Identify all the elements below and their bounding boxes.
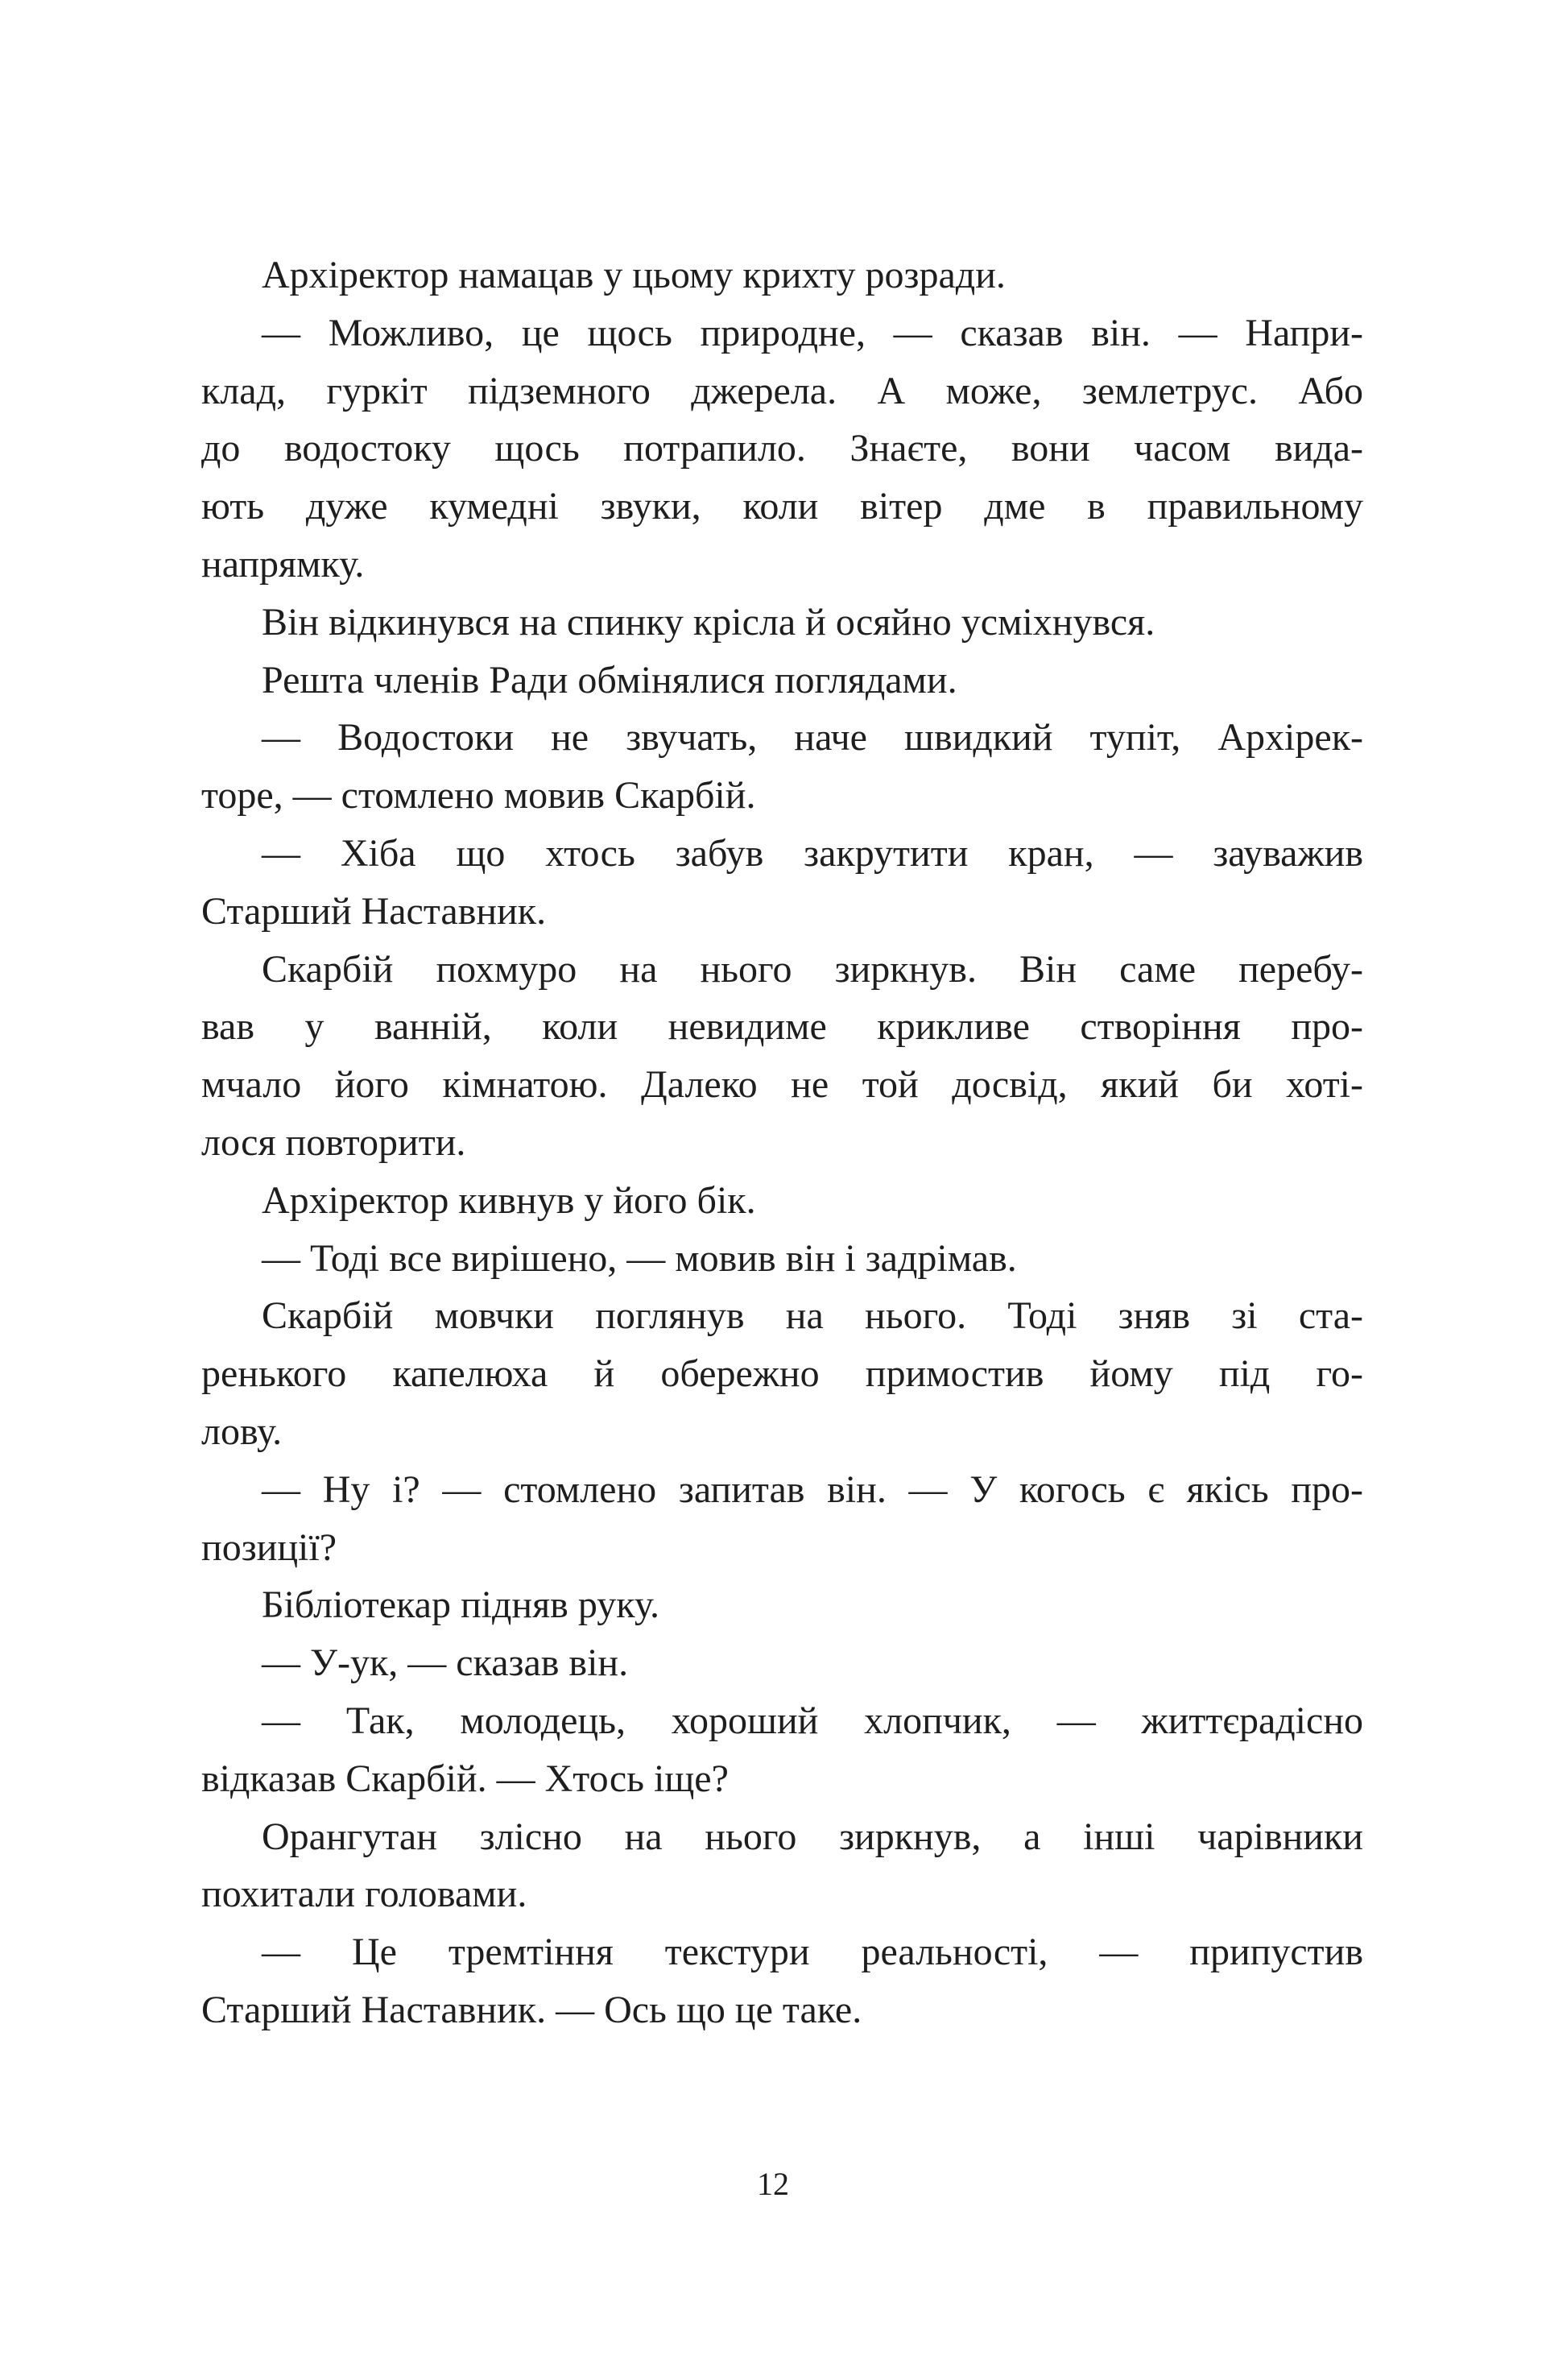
text-line: — Ну і? — стомлено запитав він. — У когось є якісь про- (262, 1467, 1363, 1511)
text-line: лову. (201, 1409, 283, 1453)
text-line: Скарбій похмуро на нього зиркнув. Він саме перебу- (262, 947, 1363, 991)
text-line: Орангутан злісно на нього зиркнув, а інші чарівники (262, 1815, 1363, 1858)
text-line: вав у ванній, коли невидиме крикливе створіння про- (201, 1005, 1363, 1049)
text-line: — Так, молодець, хороший хлопчик, — життєрадісно (262, 1699, 1363, 1742)
text-line: торе, — стомлено мовив Скарбій. (201, 774, 756, 817)
text-line: Бібліотекар підняв руку. (262, 1583, 660, 1627)
text-line: мчало його кімнатою. Далеко не той досвід, який би хоті- (201, 1063, 1363, 1107)
text-line: — Водостоки не звучать, наче швидкий тупіт, Архірек- (262, 716, 1363, 760)
text-line: — Тоді все вирішено, — мовив він і задрімав. (262, 1236, 1017, 1280)
text-line: — Можливо, це щось природне, — сказав він. — Напри- (262, 311, 1363, 354)
text-line: Архіректор намацав у цьому крихту розради. (262, 254, 1006, 296)
text-line: лося повторити. (201, 1120, 466, 1164)
text-line: Старший Наставник. (201, 889, 547, 933)
text-line: Він відкинувся на спинку крісла й осяйно усміхнувся. (262, 600, 1155, 644)
text-line: ють дуже кумедні звуки, коли вітер дме в правильному (201, 485, 1363, 528)
text-line: Старший Наставник. — Ось що це таке. (201, 1988, 862, 2031)
text-line: відказав Скарбій. — Хтось іще? (201, 1757, 729, 1800)
text-line: Архіректор кивнув у його бік. (262, 1178, 756, 1222)
text-line: — Це тремтіння текстури реальності, — припустив (262, 1931, 1363, 1974)
text-line: напрямку. (201, 542, 365, 586)
text-line: — У-ук, — сказав він. (262, 1641, 629, 1685)
text-line: до водостоку щось потрапило. Знаєте, вони часом вида- (201, 427, 1363, 470)
text-line: Скарбій мовчки поглянув на нього. Тоді зняв зі ста- (262, 1294, 1363, 1338)
page-number: 12 (757, 2166, 789, 2202)
text-line: клад, гуркіт підземного джерела. А може, землетрус. Або (201, 369, 1363, 412)
text-line: позиції? (201, 1525, 337, 1569)
body-text (201, 246, 1363, 2039)
text-line: — Хіба що хтось забув закрутити кран, — зауважив (262, 831, 1363, 875)
text-line: ренького капелюха й обережно примостив йому під го- (201, 1352, 1363, 1396)
text-line: Решта членів Ради обмінялися поглядами. (262, 658, 957, 702)
text-line: похитали головами. (201, 1873, 527, 1916)
